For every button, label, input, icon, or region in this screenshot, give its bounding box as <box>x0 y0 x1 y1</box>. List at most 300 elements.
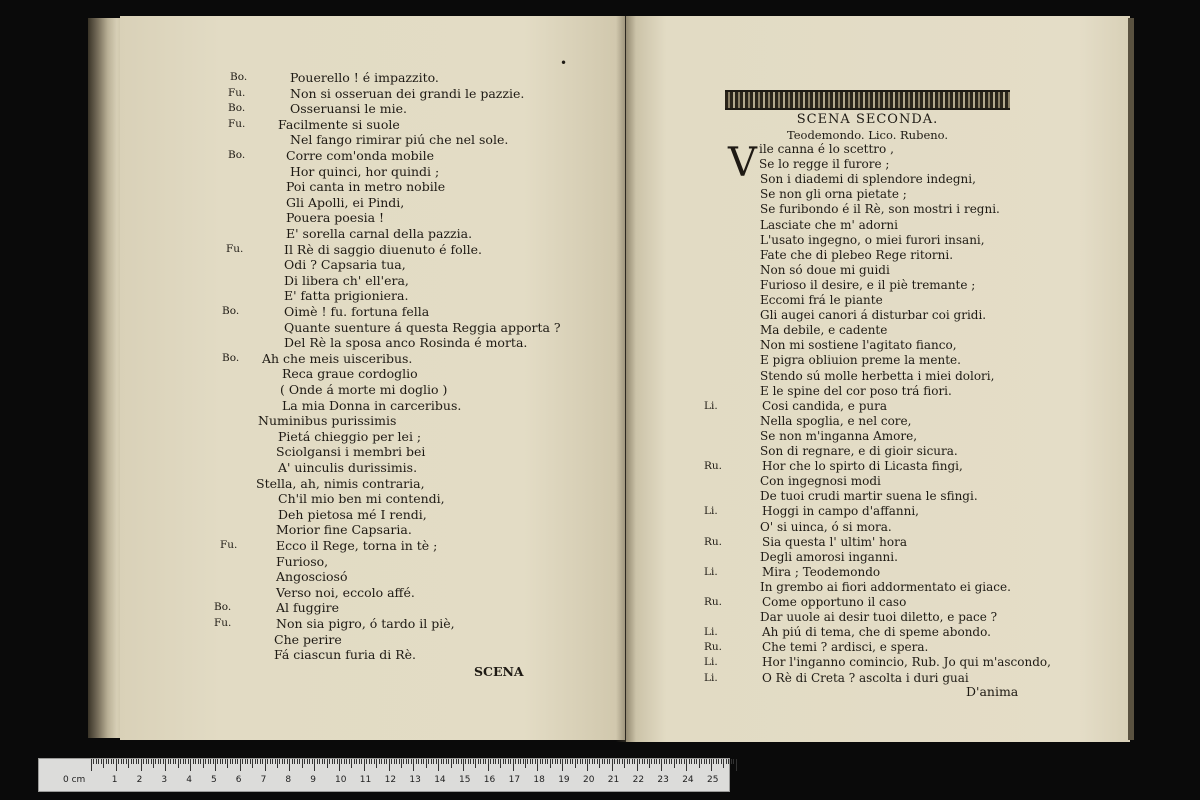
ruler-tick <box>416 759 417 764</box>
ruler-tick <box>547 759 548 764</box>
ruler-tick <box>384 759 385 764</box>
verse-line: Che perire <box>274 631 342 647</box>
verse-line: Ecco il Rege, torna in tè ; <box>276 538 438 553</box>
ruler-tick <box>525 759 526 768</box>
ruler-tick <box>126 759 127 764</box>
ruler-tick <box>138 759 139 764</box>
ruler-tick <box>493 759 494 764</box>
ruler-number: 14 <box>434 775 446 785</box>
ruler-tick <box>674 759 675 768</box>
ruler-tick <box>148 759 149 764</box>
ruler-tick <box>431 759 432 764</box>
ruler-tick <box>168 759 169 764</box>
ruler-number: 16 <box>483 775 496 785</box>
ruler-tick <box>458 759 459 764</box>
speaker-label: Bo. <box>228 102 246 115</box>
verse-line: Hor quinci, hor quindi ; <box>290 163 440 179</box>
ruler-tick <box>490 759 491 764</box>
ruler-tick <box>361 759 362 764</box>
ruler-tick <box>706 759 707 764</box>
speaker-label: Ru. <box>704 596 723 608</box>
ruler-tick <box>203 759 204 768</box>
ruler-tick <box>726 759 727 764</box>
ruler-tick <box>334 759 335 764</box>
ruler-tick <box>433 759 434 764</box>
ruler-tick <box>262 759 263 764</box>
ruler-tick <box>523 759 524 764</box>
verse-line: Numinibus purissimis <box>258 413 397 429</box>
left-catchword: SCENA <box>474 664 524 679</box>
ruler-tick <box>580 759 581 764</box>
ruler-tick <box>175 759 176 764</box>
ruler-tick <box>475 759 476 768</box>
verse-line: Ah che meis uisceribus. <box>262 350 413 366</box>
ruler-tick <box>210 759 211 764</box>
ruler-tick <box>537 759 538 771</box>
ruler-number: 12 <box>384 775 397 785</box>
ruler-tick <box>93 759 94 764</box>
ruler-number: 8 <box>285 775 292 785</box>
ruler-tick <box>389 759 390 771</box>
ruler-number: 15 <box>459 775 471 785</box>
verse-line: Non sia pigro, ó tardo il piè, <box>276 616 455 631</box>
ruler-tick <box>128 759 129 768</box>
ruler-tick <box>649 759 650 768</box>
ruler-tick <box>275 759 276 764</box>
ruler-tick <box>108 759 109 764</box>
ruler-tick <box>374 759 375 764</box>
ruler-tick <box>155 759 156 764</box>
verse-line: Dar uuole ai desir tuoi diletto, e pace ? <box>760 610 998 625</box>
ruler-tick <box>351 759 352 768</box>
ruler-tick <box>587 759 588 771</box>
verse-line: De tuoi crudi martir suena le sfingi. <box>760 489 978 504</box>
verse-line: Non mi sostiene l'agitato fianco, <box>760 338 957 353</box>
ruler-tick <box>684 759 685 764</box>
ruler-tick <box>585 759 586 764</box>
ruler-tick <box>451 759 452 768</box>
ruler-tick <box>637 759 638 771</box>
speaker-label: Bo. <box>214 601 232 614</box>
speaker-label: Li. <box>704 656 718 669</box>
ruler-tick <box>446 759 447 764</box>
ruler-tick <box>376 759 377 768</box>
ruler-tick <box>103 759 104 768</box>
ruler-number: 9 <box>310 775 316 785</box>
ruler-tick <box>282 759 283 764</box>
verse-line: Son i diademi di splendore indegni, <box>760 172 976 187</box>
ruler-tick <box>131 759 132 764</box>
ruler-tick <box>406 759 407 764</box>
ruler-tick <box>292 759 293 764</box>
ruler-tick <box>403 759 404 764</box>
verse-line: Come opportuno il caso <box>762 595 907 609</box>
ruler-tick <box>294 759 295 764</box>
ruler-tick <box>213 759 214 764</box>
verse-line: Oimè ! fu. fortuna fella <box>284 304 430 319</box>
ruler-tick <box>98 759 99 764</box>
verse-line: ( Onde á morte mi doglio ) <box>280 382 448 397</box>
ruler-tick <box>208 759 209 764</box>
ruler-number: 22 <box>632 775 645 785</box>
ruler-number: 19 <box>558 775 570 785</box>
verse-line: E le spine del cor poso trá fiori. <box>760 383 952 398</box>
ruler-tick <box>699 759 700 768</box>
ruler-tick <box>143 759 144 764</box>
ruler-tick <box>656 759 657 764</box>
ruler-number: 18 <box>533 775 545 785</box>
ruler-tick <box>136 759 137 764</box>
ruler-tick <box>453 759 454 764</box>
ruler-tick <box>359 759 360 764</box>
ruler-tick <box>473 759 474 764</box>
ruler-tick <box>421 759 422 764</box>
ruler-tick <box>158 759 159 764</box>
verse-line: Sia questa l' ultim' hora <box>762 534 908 549</box>
ruler-tick <box>535 759 536 764</box>
ruler-tick <box>495 759 496 764</box>
verse-line: Di libera ch' ell'era, <box>284 272 409 288</box>
ruler-tick <box>265 759 266 771</box>
verse-line: In grembo ai fiori addormentato ei giace. <box>760 579 1011 594</box>
ruler-tick <box>371 759 372 764</box>
ruler-tick <box>468 759 469 764</box>
ruler-tick <box>121 759 122 764</box>
ruler-tick <box>118 759 119 764</box>
verse-line: Se non gli orna pietate ; <box>760 187 907 202</box>
ruler-tick <box>666 759 667 764</box>
ruler-tick <box>545 759 546 764</box>
ruler-tick <box>508 759 509 764</box>
ruler-tick <box>91 759 92 771</box>
ruler-tick <box>575 759 576 768</box>
verse-line: Del Rè la sposa anco Rosinda é morta. <box>284 335 528 351</box>
ruler-tick <box>498 759 499 764</box>
ruler-tick <box>622 759 623 764</box>
ruler-tick <box>679 759 680 764</box>
ruler-tick <box>691 759 692 764</box>
ruler-tick <box>736 759 737 771</box>
ruler-tick <box>594 759 595 764</box>
ruler-tick <box>267 759 268 764</box>
ruler-tick <box>503 759 504 764</box>
ruler-tick <box>329 759 330 764</box>
ruler-tick <box>307 759 308 764</box>
speaker-label: Li. <box>704 399 718 412</box>
ruler-tick <box>423 759 424 764</box>
ruler-tick <box>180 759 181 764</box>
ruler-number: 5 <box>211 775 217 785</box>
speaker-label: Bo. <box>230 71 248 83</box>
ruler-tick <box>448 759 449 764</box>
ruler-tick <box>607 759 608 764</box>
ruler-tick <box>299 759 300 764</box>
ruler-tick <box>654 759 655 764</box>
verse-line: Non si osseruan dei grandi le pazzie. <box>290 85 525 101</box>
ruler-tick <box>443 759 444 764</box>
verse-line: Ah piú di tema, che di speme abondo. <box>762 625 991 640</box>
measuring-ruler <box>38 758 730 792</box>
verse-line: Ma debile, e cadente <box>760 323 888 338</box>
ruler-tick <box>565 759 566 764</box>
verse-line: Corre com'onda mobile <box>286 148 435 163</box>
ruler-tick <box>418 759 419 764</box>
verse-line: Se non m'inganna Amore, <box>760 428 918 443</box>
book-page-edges <box>88 18 124 738</box>
ruler-tick <box>257 759 258 764</box>
ruler-tick <box>160 759 161 764</box>
verse-line: Mira ; Teodemondo <box>762 564 881 579</box>
ruler-tick <box>671 759 672 764</box>
verse-line: Eccomi frá le piante <box>760 293 883 307</box>
ruler-tick <box>287 759 288 764</box>
ruler-tick <box>647 759 648 764</box>
ruler-tick <box>297 759 298 764</box>
speaker-label: Fu. <box>228 86 246 99</box>
verse-line: Fá ciascun furia di Rè. <box>274 647 417 663</box>
ruler-number: 13 <box>409 775 421 785</box>
speaker-label: Fu. <box>220 539 238 551</box>
ruler-number: 24 <box>682 775 694 785</box>
ruler-tick <box>312 759 313 764</box>
ruler-tick <box>465 759 466 764</box>
ruler-tick <box>250 759 251 764</box>
ruler-tick <box>463 759 464 771</box>
ruler-tick <box>552 759 553 764</box>
ruler-tick <box>681 759 682 764</box>
verse-line: E pigra obliuion preme la mente. <box>760 353 961 368</box>
ruler-tick <box>627 759 628 764</box>
ruler-number: 4 <box>186 775 192 785</box>
ruler-tick <box>106 759 107 764</box>
ruler-tick <box>721 759 722 764</box>
ruler-number: 3 <box>161 775 168 785</box>
speaker-label: Li. <box>704 565 718 578</box>
ruler-tick <box>520 759 521 764</box>
verse-line: Nella spoglia, e nel core, <box>760 413 912 428</box>
right-catchword: D'anima <box>966 684 1019 699</box>
ruler-tick <box>252 759 253 768</box>
ruler-number: 17 <box>508 775 521 785</box>
ruler-tick <box>550 759 551 768</box>
ruler-tick <box>260 759 261 764</box>
book-gutter <box>616 16 636 742</box>
ruler-tick <box>602 759 603 764</box>
verse-line: Stella, ah, nimis contraria, <box>256 475 425 491</box>
ruler-number: 20 <box>583 775 595 785</box>
ruler-tick <box>309 759 310 764</box>
ruler-number: 21 <box>607 775 620 785</box>
ruler-number: 7 <box>260 775 267 785</box>
ruler-tick <box>567 759 568 764</box>
ruler-tick <box>728 759 729 764</box>
ruler-tick <box>304 759 305 764</box>
verse-line: Cosi candida, e pura <box>762 398 888 413</box>
ruler-tick <box>694 759 695 764</box>
speaker-label: Ru. <box>704 460 723 473</box>
ruler-tick <box>245 759 246 764</box>
ruler-tick <box>183 759 184 764</box>
ruler-tick <box>540 759 541 764</box>
ruler-tick <box>644 759 645 764</box>
speaker-label: Li. <box>704 626 718 639</box>
speaker-label: Li. <box>704 671 718 684</box>
ruler-tick <box>364 759 365 771</box>
verse-line: Pouerello ! é impazzito. <box>290 70 439 85</box>
ruler-tick <box>483 759 484 764</box>
ruler-tick <box>151 759 152 764</box>
ruler-tick <box>327 759 328 768</box>
verse-line: Se lo regge il furore ; <box>759 157 890 172</box>
ruler-tick <box>731 759 732 764</box>
verse-line: Hor che lo spirto di Licasta fingi, <box>762 459 963 474</box>
ruler-tick <box>178 759 179 768</box>
ruler-tick <box>379 759 380 764</box>
ruler-tick <box>408 759 409 764</box>
ruler-number: 6 <box>235 775 242 785</box>
ruler-tick <box>733 759 734 764</box>
verse-line: Fate che di plebeo Rege ritorni. <box>760 247 954 262</box>
page-mark: • <box>560 56 568 70</box>
ruler-tick <box>589 759 590 764</box>
ruler-tick <box>664 759 665 764</box>
ruler-tick <box>314 759 315 771</box>
verse-line: Facilmente si suole <box>278 116 400 132</box>
ruler-tick <box>190 759 191 771</box>
ruler-tick <box>478 759 479 764</box>
ruler-tick <box>227 759 228 768</box>
ruler-tick <box>396 759 397 764</box>
ruler-tick <box>513 759 514 771</box>
ruler-tick <box>235 759 236 764</box>
ruler-tick <box>711 759 712 771</box>
verse-line: Pouera poesia ! <box>286 210 385 226</box>
ruler-tick <box>686 759 687 771</box>
verse-line: Osseruansi le mie. <box>290 101 407 117</box>
ruler-tick <box>629 759 630 764</box>
ruler-tick <box>198 759 199 764</box>
verse-line: O Rè di Creta ? ascolta i duri guai <box>762 670 969 685</box>
ruler-tick <box>441 759 442 764</box>
ruler-tick <box>436 759 437 764</box>
ruler-tick <box>391 759 392 764</box>
verse-line: Non só doue mi guidi <box>760 262 890 277</box>
verse-line: Gli Apolli, ei Pindi, <box>286 194 405 210</box>
verse-line: Al fuggire <box>276 600 340 616</box>
ruler-tick <box>639 759 640 764</box>
ruler-tick <box>163 759 164 764</box>
ruler-number: 23 <box>657 775 669 785</box>
verse-line: Odi ? Capsaria tua, <box>284 257 406 273</box>
verse-line: Pietá chieggio per lei ; <box>278 428 422 444</box>
ruler-tick <box>193 759 194 764</box>
ruler-tick <box>270 759 271 764</box>
book-cover-edge <box>1128 18 1134 740</box>
ruler-number: 2 <box>136 775 143 785</box>
ruler-tick <box>505 759 506 764</box>
ruler-tick <box>696 759 697 764</box>
ruler-tick <box>116 759 117 771</box>
ruler-tick <box>642 759 643 764</box>
ruler-tick <box>200 759 201 764</box>
speaker-label: Li. <box>704 505 718 518</box>
ruler-tick <box>632 759 633 764</box>
ruler-tick <box>428 759 429 764</box>
ruler-tick <box>341 759 342 764</box>
ruler-tick <box>173 759 174 764</box>
ruler-tick <box>217 759 218 764</box>
verse-line: Sciolgansi i membri bei <box>276 444 426 460</box>
ruler-tick <box>113 759 114 764</box>
ruler-tick <box>701 759 702 764</box>
ruler-tick <box>215 759 216 771</box>
ruler-tick <box>369 759 370 764</box>
ruler-tick <box>577 759 578 764</box>
ruler-tick <box>582 759 583 764</box>
ruler-tick <box>346 759 347 764</box>
ruler-tick <box>111 759 112 764</box>
ruler-tick <box>560 759 561 764</box>
verse-line: Nel fango rimirar piú che nel sole. <box>290 132 509 148</box>
ruler-tick <box>723 759 724 768</box>
ruler-tick <box>386 759 387 764</box>
verse-line: Ch'il mio ben mi contendi, <box>278 491 445 507</box>
ruler-tick <box>612 759 613 771</box>
ruler-tick <box>542 759 543 764</box>
verse-line: O' si uinca, ó si mora. <box>760 519 892 534</box>
ruler-tick <box>438 759 439 771</box>
ruler-tick <box>399 759 400 764</box>
ruler-tick <box>185 759 186 764</box>
scene-title: SCENA SECONDA. <box>796 112 939 127</box>
verse-line: Se furibondo é il Rè, son mostri i regni. <box>760 202 1000 217</box>
ruler-tick <box>339 759 340 771</box>
header-ornament <box>725 90 1010 110</box>
ruler-tick <box>597 759 598 764</box>
verse-line: Deh pietosa mé I rendi, <box>278 506 427 522</box>
ruler-tick <box>718 759 719 764</box>
ruler-tick <box>205 759 206 764</box>
ruler-tick <box>337 759 338 764</box>
ruler-tick <box>461 759 462 764</box>
verse-line: Furioso, <box>276 553 329 569</box>
verse-line: Hor l'inganno comincio, Rub. Jo qui m'ascondo, <box>762 655 1051 670</box>
ruler-tick <box>426 759 427 768</box>
ruler-tick <box>344 759 345 764</box>
verse-line: Poi canta in metro nobile <box>286 179 446 195</box>
verse-line: A' uinculis durissimis. <box>278 460 418 475</box>
ruler-tick <box>716 759 717 764</box>
ruler-tick <box>518 759 519 764</box>
ruler-tick <box>237 759 238 764</box>
ruler-tick <box>570 759 571 764</box>
ruler-tick <box>669 759 670 764</box>
ruler-tick <box>302 759 303 768</box>
ruler-tick <box>411 759 412 764</box>
verse-line: Degli amorosi inganni. <box>760 549 898 564</box>
ruler-tick <box>634 759 635 764</box>
ruler-tick <box>709 759 710 764</box>
ruler-tick <box>515 759 516 764</box>
ruler-tick <box>322 759 323 764</box>
ruler-tick <box>532 759 533 764</box>
ruler-tick <box>146 759 147 764</box>
ruler-tick <box>96 759 97 764</box>
speaker-label: Bo. <box>222 351 240 364</box>
verse-line: Quante suenture á questa Reggia apporta ? <box>284 319 561 335</box>
verse-line: ile canna é lo scettro , <box>759 142 894 156</box>
ruler-tick <box>222 759 223 764</box>
